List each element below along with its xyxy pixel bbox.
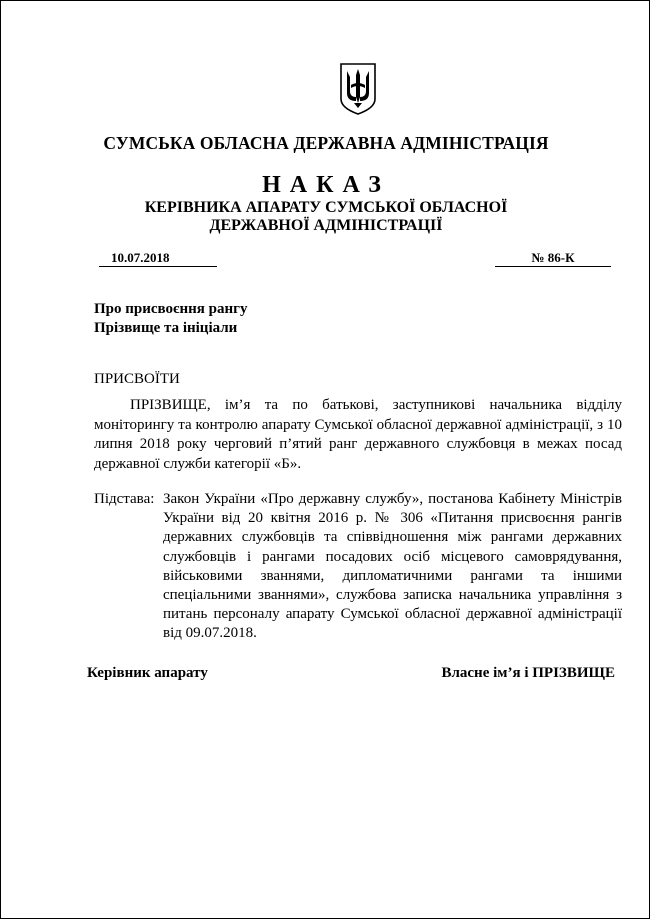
signer-position: Керівник апарату — [87, 665, 208, 681]
basis-label: Підстава: — [94, 491, 155, 507]
signer-name: Власне ім’я і ПРІЗВИЩЕ — [441, 665, 615, 681]
trident-icon — [339, 63, 377, 115]
subject-block — [94, 300, 247, 338]
subject-line-1: Про присвоєння рангу — [94, 301, 248, 317]
basis-text: Закон України «Про державну службу», постанова Кабінету Міністрів України від 20 квітня 2016 р. № 306 «Питання присвоєння рангів державних службовців та співвідношення між рангами державних службовців і рангами посадових осіб місцевого самоврядування, військовими званнями, дипломатичними рангами та іншими спеціальними званнями», службова записка начальника управління з питань персоналу апарату Сумської обласної державної адміністрації від 09.07.2018. — [163, 491, 622, 642]
document-type: НАКАЗ — [262, 172, 390, 198]
decree-text: ПРІЗВИЩЕ, ім’я та по батькові, заступникові начальника відділу моніторингу та контролю апарату Сумської обласної державної адміністрації, з 10 липня 2018 року черговий п’ятий ранг державного службовця в межах посад державної служби категорії «Б». — [94, 397, 622, 472]
issuer-line-2: ДЕРЖАВНОЇ АДМІНІСТРАЦІЇ — [209, 217, 443, 234]
document-number: № 86-К — [495, 250, 611, 267]
organization-title: СУМСЬКА ОБЛАСНА ДЕРЖАВНА АДМІНІСТРАЦІЯ — [103, 133, 549, 153]
document-date: 10.07.2018 — [99, 250, 217, 267]
issuer-line-1: КЕРІВНИКА АПАРАТУ СУМСЬКОЇ ОБЛАСНОЇ — [144, 199, 508, 216]
subject-line-2: Прізвище та ініціали — [94, 320, 238, 336]
decree-verb: ПРИСВОЇТИ — [94, 371, 180, 387]
